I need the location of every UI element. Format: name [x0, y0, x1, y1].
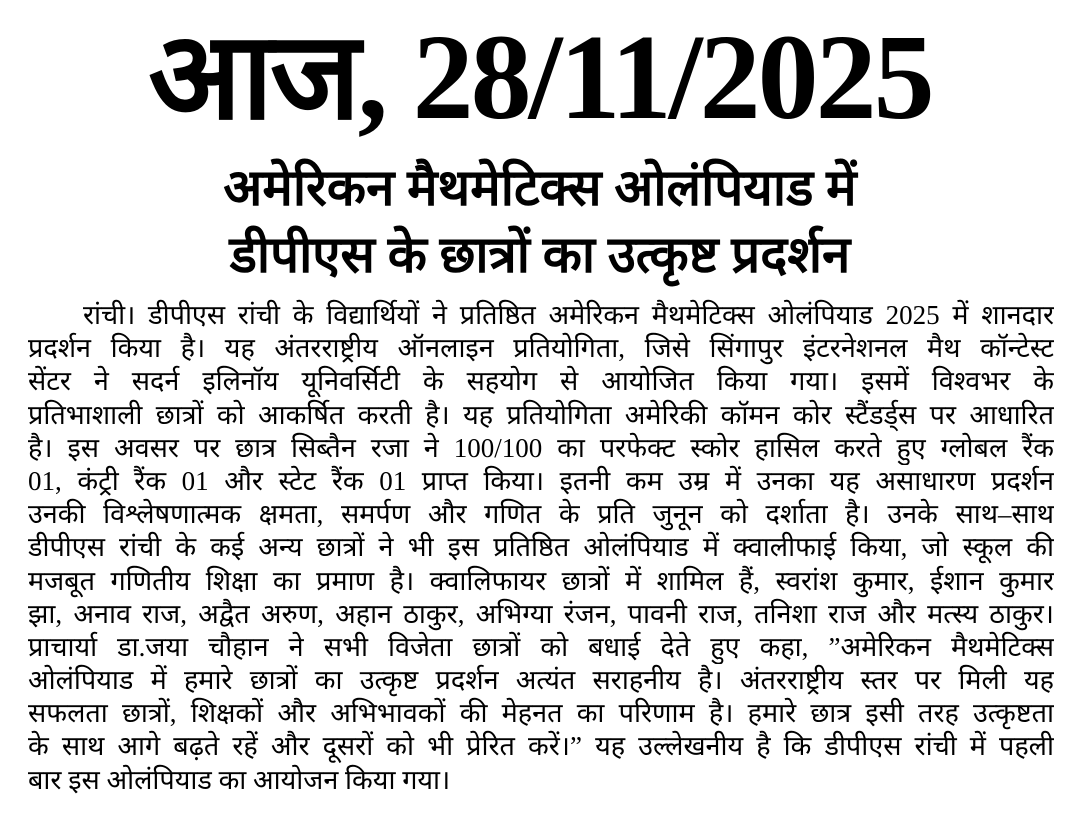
body-line: झा, अनाव राज, अद्वैत अरुण, अहान ठाकुर, अभिग्या रंजन, पावनी राज, तनिशा राज और मत्स्य ठाकुर। — [28, 598, 1054, 629]
article-headline — [0, 156, 1080, 290]
headline-line-1: अमेरिकन मैथमेटिक्स ओलंपियाड में — [223, 161, 857, 217]
body-line: 01, कंट्री रैंक 01 और स्टेट रैंक 01 प्राप्त किया। इतनी कम उम्र में उनका यह असाधारण प्रदर्शन — [28, 465, 1054, 496]
body-line: सफलता छात्रों, शिक्षकों और अभिभावकों की मेहनत का परिणाम है। हमारे छात्र इसी तरह उत्कृष्टता — [28, 698, 1054, 729]
body-line: ओलंपियाड में हमारे छात्रों का उत्कृष्ट प्रदर्शन अत्यंत सराहनीय है। अंतरराष्ट्रीय स्तर पर मिली यह — [28, 665, 1054, 696]
body-line: प्राचार्या डा.जया चौहान ने सभी विजेता छात्रों को बधाई देते हुए कहा, ”अमेरिकन मैथमेटिक्स — [28, 631, 1054, 662]
date-headline: आज, 28/11/2025 — [148, 10, 932, 145]
body-line: सेंटर ने सदर्न इलिनॉय यूनिवर्सिटी के सहयोग से आयोजित किया गया। इसमें विश्वभर के — [28, 366, 1054, 397]
body-line: डीपीएस रांची के कई अन्य छात्रों ने भी इस प्रतिष्ठित ओलंपियाड में क्वालीफाई किया, जो स्कूल की — [28, 532, 1054, 563]
body-line: के साथ आगे बढ़ते रहें और दूसरों को भी प्रेरित करें।” यह उल्लेखनीय है कि डीपीएस रांची में पहली — [28, 731, 1054, 762]
body-line: बार इस ओलंपियाड का आयोजन किया गया। — [28, 764, 451, 795]
body-line: रांची। डीपीएस रांची के विद्यार्थियों ने प्रतिष्ठित अमेरिकन मैथमेटिक्स ओलंपियाड 2025 में शानदार — [83, 300, 1054, 330]
body-line: प्रतिभाशाली छात्रों को आकर्षित करती है। यह प्रतियोगिता अमेरिकी कॉमन कोर स्टैंडर्ड्स पर आधारित — [28, 399, 1054, 430]
body-line: है। इस अवसर पर छात्र सिब्तैन रजा ने 100/100 का परफेक्ट स्कोर हासिल करते हुए ग्लोबल रैंक — [28, 432, 1054, 463]
body-line: प्रदर्शन किया है। यह अंतरराष्ट्रीय ऑनलाइन प्रतियोगिता, जिसे सिंगापुर इंटरनेशनल मैथ कॉन्टेस्ट — [28, 333, 1054, 364]
article-body — [0, 299, 1080, 797]
headline-line-2: डीपीएस के छात्रों का उत्कृष्ट प्रदर्शन — [229, 228, 851, 284]
body-line: उनकी विश्लेषणात्मक क्षमता, समर्पण और गणित के प्रति जुनून को दर्शाता है। उनके साथ–साथ — [28, 499, 1054, 530]
body-line: मजबूत गणितीय शिक्षा का प्रमाण है। क्वालिफायर छात्रों में शामिल हैं, स्वरांश कुमार, ईशान कुमार — [28, 565, 1054, 596]
